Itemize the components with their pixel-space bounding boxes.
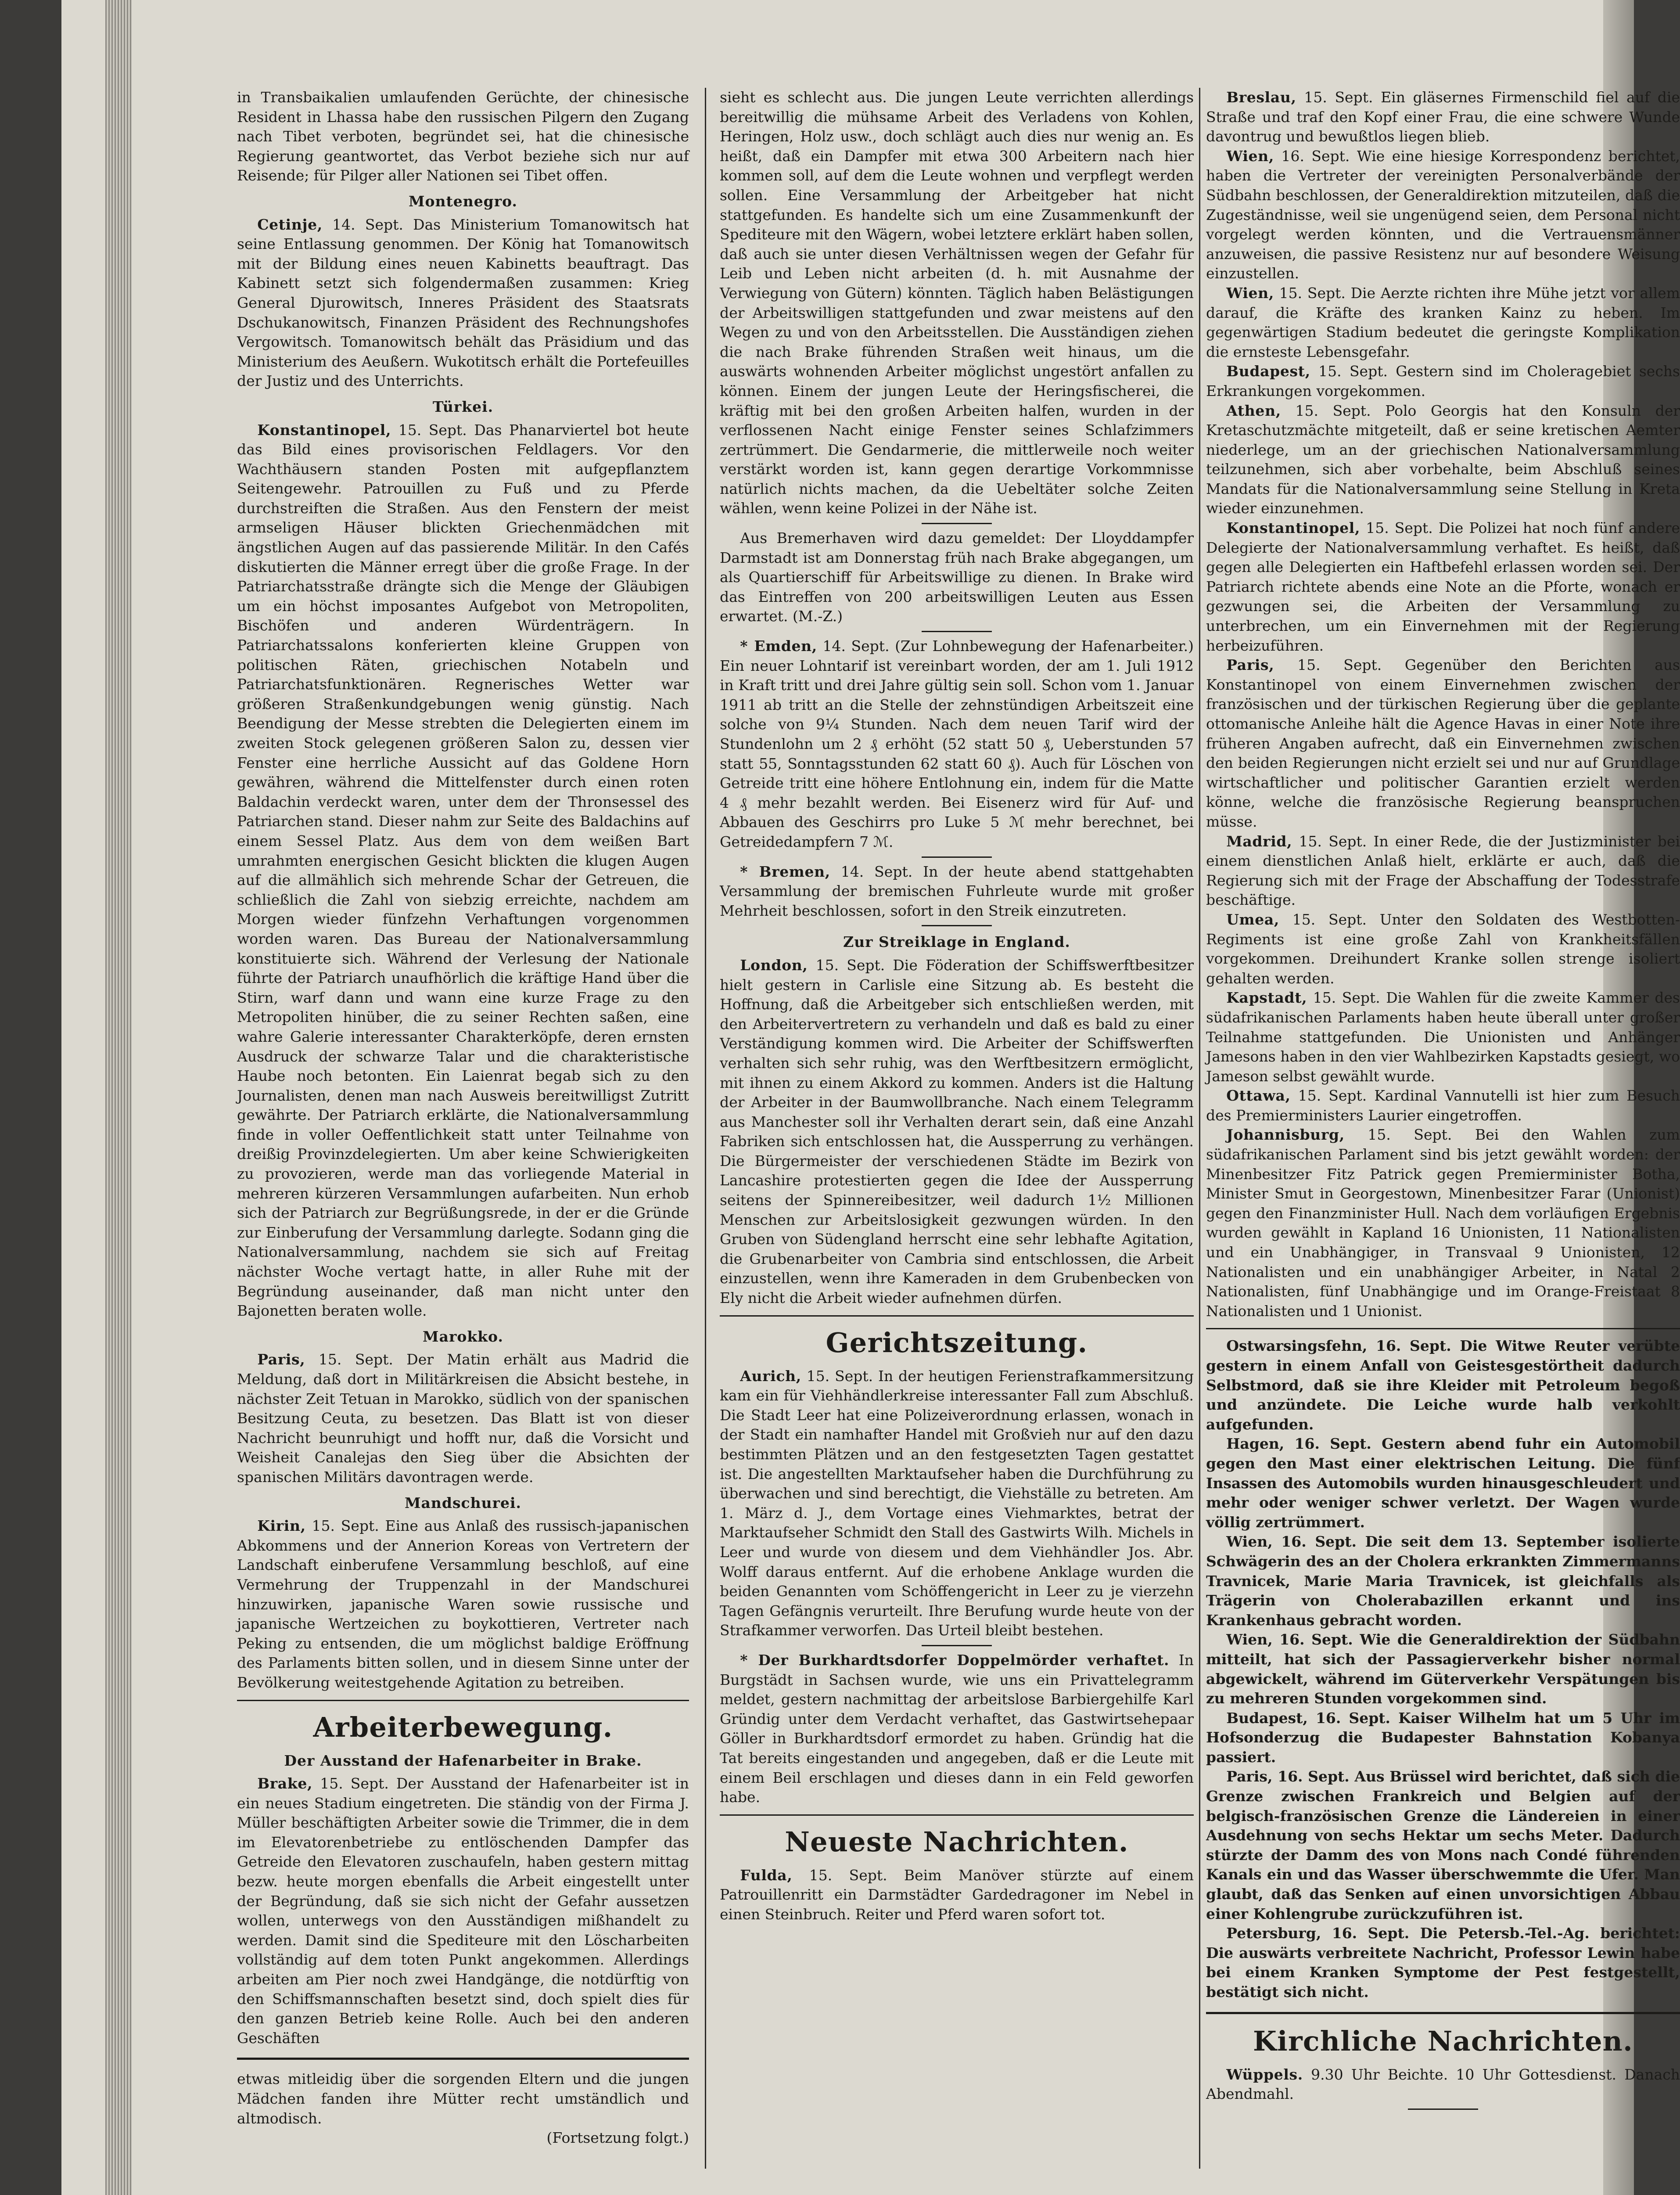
column-divider	[1199, 88, 1200, 2169]
dateline: Konstantinopel,	[1226, 519, 1361, 537]
section-heading-arbeiterbewegung: Arbeiterbewegung.	[313, 1711, 613, 1743]
subheading-marokko: Marokko.	[423, 1328, 503, 1345]
divider	[720, 1814, 1194, 1816]
article-wien	[1206, 147, 1680, 284]
divider	[922, 523, 992, 524]
divider	[922, 631, 992, 632]
article-text: 15. Sept. Gegenüber den Berichten aus Konstantinopel von einem Einvernehmen zwischen der französischen und der türkischen Regierung über die geplante ottomanische Anleihe hält die Agence Havas in einer Note ihre früheren Angaben aufrecht, daß ein Einvernehmen zwischen den beiden Regierungen nicht erzielt sei und nur auf Grundlage wirtschaftlicher und politischer Garantien erzielt werden könne, welche die französische Regierung beanspruchen müsse.	[1206, 656, 1680, 830]
article-text: Aus Bremerhaven wird dazu gemeldet: Der Lloyddampfer Darmstadt ist am Donnerstag früh nach Brake abgegangen, um als Quartierschiff für Arbeitswillige zu dienen. In Brake wird das Eintreffen von 200 arbeitswilligen Leuten aus Essen erwartet.	[720, 529, 1194, 625]
article-text: 15. Sept. Bei den Wahlen zum südafrikanischen Parlament sind bis jetzt gewählt worden: der Minenbesitzer Fitz Patrick gegen Premierminister Botha, Minister Smut in Georgestown, Minenbesitzer Farar (Unionist) gegen den Finanzminister Hull. Nach dem vorläufigen Ergebnis wurden gewählt in Kapland 16 Unionisten, 11 Nationalisten und ein Unabhängiger, in Transvaal 9 Unionisten, 12 Nationalisten und ein unabhängiger Arbeiter, in Natal 2 Nationalisten, fünf Unabhängige und im Orange-Freistaat 8 Nationalisten und 1 Unionist.	[1206, 1126, 1680, 1320]
article-text: 16. Sept. Wie eine hiesige Korrespondenz berichtet, haben die Vertreter der vereinigten Personalverbände der Südbahn beschlossen, der Generaldirektion mitzuteilen, daß die Zugeständnisse, weil sie ungenügend seien, dem Personal nicht vorgelegt werden könnten, und die Vertrauensmänner anzuweisen, die passive Resistenz nur auf besondere Weisung einzustellen.	[1206, 147, 1680, 282]
column-1	[237, 88, 689, 2148]
dateline: Paris,	[257, 1351, 305, 1368]
article-text: 15. Sept. Der Matin erhält aus Madrid die Meldung, daß dort in Militärkreisen die Absicht bestehe, in nächster Zeit Tetuan in Marokko, südlich von der spanischen Besitzung Ceuta, zu besetzen. Das Blatt ist von dieser Nachricht beunruhigt und hofft nur, daß die Vorsicht und Weisheit Canalejas den Sieg über die Absichten der spanischen Militärs davontragen werde.	[237, 1351, 689, 1486]
divider	[237, 1700, 689, 1701]
latest-news-item: Paris, 16. Sept. Aus Brüssel wird berichtet, daß sich die Grenze zwischen Frankreich und Belgien auf der belgisch-französischen Grenze die Ländereien in einer Ausdehnung von sechs Hektar um sechs Meter. Dadurch stürzte der Damm des von Mons nach Condé führenden Kanals ein und das Wasser überschwemmte die Ufer. Man glaubt, daß das Senken auf einen unvorsichtigen Abbau einer Kohlengrube zurückzuführen ist.	[1206, 1768, 1680, 1922]
divider	[1408, 2109, 1478, 2110]
article-text: 15. Sept. Eine aus Anlaß des russisch-japanischen Abkommens und der Annerion Koreas von Vertretern der Landschaft einberufene Versammlung beschloß, auf eine Vermehrung der Truppenzahl in der Mandschurei hinzuwirken, japanische Waren sowie russische und japanische Wertzeichen zu boykottieren, Vertreter nach Peking zu entsenden, die um möglichst baldige Eröffnung des Parlaments bitten sollen, und in diesem Sinne unter der Bevölkerung weitestgehende Agitation zu betreiben.	[237, 1517, 689, 1691]
article-text: in Transbaikalien umlaufenden Gerüchte, der chinesische Resident in Lhassa habe den russischen Pilgern den Zugang nach Tibet verboten, begründet sei, hat die chinesische Regierung geantwortet, das Verbot beziehe sich nur auf Reisende; für Pilger aller Nationen sei Tibet offen.	[237, 89, 689, 184]
article-madrid	[1206, 832, 1680, 910]
article-text: 15. Sept. Kardinal Vannutelli ist hier zum Besuch des Premierministers Laurier eingetroffen.	[1206, 1087, 1680, 1124]
section-heading-kirchliche: Kirchliche Nachrichten.	[1253, 2025, 1633, 2057]
article-text: 9.30 Uhr Beichte. 10 Uhr Gottesdienst. Danach Abendmahl.	[1206, 2065, 1680, 2103]
article-cetinje	[237, 215, 689, 391]
article-emden	[720, 637, 1194, 852]
article-text: 15. Sept. Die Wahlen für die zweite Kammer des südafrikanischen Parlaments haben heute überall unter großer Teilnahme stattgefunden. Die Unionisten und Anhänger Jamesons haben in den vier Wahlbezirken Kapstadts gesiegt, wo Jameson selbst gewählt wurde.	[1206, 989, 1680, 1085]
article-konstantinopel	[1206, 518, 1680, 655]
article-konstantinopel	[237, 421, 689, 1321]
article-text: 15. Sept. Die Aerzte richten ihre Mühe jetzt vor allem darauf, die Kräfte des kranken Kainz zu heben. Im gegenwärtigen Stadium bedeutet die geringste Komplikation die ernsteste Lebensgefahr.	[1206, 284, 1680, 360]
dateline: Wüppels.	[1226, 2065, 1303, 2083]
article-fulda	[720, 1866, 1194, 1925]
latest-news-item: Wien, 16. Sept. Die seit dem 13. September isolierte Schwägerin des an der Cholera erkrankten Zimmermanns Travnicek, Marie Maria Travnicek, ist gleichfalls als Trägerin von Cholerabazillen erkannt und ins Krankenhaus gebracht worden.	[1206, 1533, 1680, 1629]
subheading-ausstand: Der Ausstand der Hafenarbeiter in Brake.	[284, 1752, 642, 1769]
dateline: Paris,	[1226, 656, 1274, 674]
subheading-england: Zur Streiklage in England.	[843, 933, 1070, 951]
article-text: 14. Sept. In der heute abend stattgehabten Versammlung der bremischen Fuhrleute wurde mit großer Mehrheit beschlossen, sofort in den Streik einzutreten.	[720, 863, 1194, 919]
divider	[1206, 2012, 1680, 2014]
article-text: 15. Sept. Beim Manöver stürzte auf einem Patrouillenritt ein Darmstädter Gardedragoner im Nebel in einen Steinbruch. Reiter und Pferd waren sofort tot.	[720, 1866, 1194, 1923]
article-wien	[1206, 284, 1680, 362]
divider	[720, 1315, 1194, 1317]
article-text: 15. Sept. Unter den Soldaten des Westbotten-Regiments ist eine große Zahl von Krankheitsfällen vorgekommen. Dreihundert Kranke sollen strenge isoliert gehalten werden.	[1206, 910, 1680, 987]
article-burkhardtsdorf	[720, 1651, 1194, 1807]
article-johannisburg	[1206, 1125, 1680, 1321]
dateline: * Bremen,	[740, 863, 830, 880]
latest-news-item: Wien, 16. Sept. Wie die Generaldirektion der Südbahn mitteilt, hat sich der Passagierverkehr bisher normal abgewickelt, während im Güterverkehr Verspätungen bis zu mehreren Stunden vorgekommen sind.	[1206, 1631, 1680, 1707]
article-text: 15. Sept. Ein gläsernes Firmenschild fiel auf die Straße und traf den Kopf einer Frau, die eine schwere Wunde davontrug und bewußtlos liegen blieb.	[1206, 89, 1680, 145]
latest-news-item: Petersburg, 16. Sept. Die Petersb.-Tel.-Ag. berichtet: Die auswärts verbreitete Nachricht, Professor Lewin habe bei einem Kranken Symptome der Pest festgestellt, bestätigt sich nicht.	[1206, 1925, 1680, 2001]
article-paris	[1206, 655, 1680, 831]
column-3	[1206, 88, 1680, 2114]
article-kirin	[237, 1516, 689, 1692]
article-budapest	[1206, 362, 1680, 401]
article-text: 15. Sept. In einer Rede, die der Justizminister bei einem dienstlichen Anlaß hielt, erklärte er auch, daß die Regierung sich mit der Frage der Abschaffung der Todesstrafe beschäftige.	[1206, 832, 1680, 909]
dateline: Ottawa,	[1226, 1087, 1291, 1105]
dateline: Konstantinopel,	[257, 421, 391, 439]
article-text: In Burgstädt in Sachsen wurde, wie uns ein Privattelegramm meldet, gestern nachmittag der arbeitslose Barbiergehilfe Karl Gründig unter dem Verdacht verhaftet, das Gastwirtsehepaar Göller in Burkhardtsdorf ermordet zu haben. Gründig hat die Tat bereits eingestanden und angegeben, daß er die Leute mit einem Beil erschlagen und dieses dann in ein Feld geworfen habe.	[720, 1651, 1194, 1806]
feuilleton-text: etwas mitleidig über die sorgenden Eltern und die jungen Mädchen fanden ihre Mütter recht umständlich und altmodisch.	[237, 2070, 689, 2127]
dateline: Wien,	[1226, 147, 1274, 165]
dateline: * Emden,	[740, 637, 817, 655]
article-text: 15. Sept. Das Phanarviertel bot heute das Bild eines provisorischen Feldlagers. Vor den Wachthäusern standen Posten mit aufgepflanztem Seitengewehr. Patrouillen zu Fuß und zu Pferde durchstreiften die Straßen. Aus den Fenstern der meist armseligen Häuser blickten Griechenmädchen mit ängstlichen Augen auf das passierende Militär. In den Cafés diskutierten die Männer erregt über die große Frage. In der Patriarchatsstraße drängte sich die Menge der Gläubigen um ein höchst imposantes Aufgebot von Metropoliten, Bischöfen und anderen Würdenträgern. In Patriarchatssalons konferierten kleine Gruppen von politischen Räten, griechischen Notabeln und Patriarchatsfunktionären. Regnerisches Wetter war größeren Straßenkundgebungen wenig günstig. Nach Beendigung der Messe strebten die Delegierten einem im zweiten Stock gelegenen größeren Salon zu, dessen vier Fenster eine herrliche Aussicht auf das Goldene Horn gewähren, während die Mittelfenster durch einen roten Baldachin verdeckt waren, unter dem der Thronsessel des Patriarchen stand. Dieser nahm zur Seite des Baldachins auf einem Sessel Platz. Aus dem von dem weißen Bart umrahmten energischen Gesicht blickten die klugen Augen auf die allmählich sich mehrende Schar der Getreuen, die schließlich die Zahl von siebzig erreichte, nachdem am Morgen wieder fünfzehn Verhaftungen vorgenommen worden waren. Das Bureau der Nationalversammlung konstituierte sich. Während der Verlesung der Nationale führte der Patriarch unaufhörlich die kräftige Hand über die Stirn, warf dann und wann eine kurze Frage zu den Metropoliten hinüber, die zu seiner Rechten saßen, eine wahre Galerie interessanter Charakterköpfe, deren ernsten Ausdruck der schwarze Talar und die charakteristische Haube noch betonten. Ein Laienrat begab sich zu den Journalisten, denen man nach Ausweis bereitwilligst Zutritt gewährte. Der Patriarch erklärte, die Nationalversammlung finde in voller Oeffentlichkeit statt unter Teilnahme von dreißig Provinzdelegierten. Um aber keine Schwierigkeiten zu provozieren, werde man das vorliegende Material in mehreren kürzeren Versammlungen aufarbeiten. Nun erhob sich der Patriarch zur Begrüßungsrede, in der er die Gründe zur Einberufung der Versammlung darlegte. Sodann ging die Nationalversammlung, nachdem sie sich auf Freitag nächster Woche vertagt hatte, in aller Ruhe mit der Begründung auseinander, daß man nicht unter den Bajonetten beraten wolle.	[237, 421, 689, 1320]
dateline: Cetinje,	[257, 216, 323, 233]
latest-news-item: Ostwarsingsfehn, 16. Sept. Die Witwe Reuter verübte gestern in einem Anfall von Geistesgestörtheit dadurch Selbstmord, daß sie ihre Kleider mit Petroleum begoß und anzündete. Die Leiche wurde halb verkohlt aufgefunden.	[1206, 1337, 1680, 1433]
section-heading-neueste: Neueste Nachrichten.	[785, 1825, 1129, 1858]
page-stack-edge	[105, 0, 132, 2195]
divider	[922, 856, 992, 858]
section-heading-gerichtszeitung: Gerichtszeitung.	[826, 1326, 1088, 1359]
newspaper-page	[61, 0, 1680, 2195]
latest-news-item: Hagen, 16. Sept. Gestern abend fuhr ein Automobil gegen den Mast einer elektrischen Leitung. Die fünf Insassen des Automobils wurden hinausgeschleudert und mehr oder weniger schwer verletzt. Der Wagen wurde völlig zertrümmert.	[1206, 1435, 1680, 1531]
subheading-tuerkei: Türkei.	[432, 398, 494, 415]
source-signature: (M.-Z.)	[793, 608, 843, 625]
subheading-mandschurei: Mandschurei.	[405, 1494, 521, 1511]
dateline: Umea,	[1226, 910, 1280, 928]
article-text: 15. Sept. Die Föderation der Schiffswerftbesitzer hielt gestern in Carlisle eine Sitzung ab. Es besteht die Hoffnung, daß die Arbeitgeber sich entschließen werden, mit den Arbeitervertretern zu verhandeln und daß es bald zu einer Verständigung kommen wird. Die Arbeiter der Schiffswerften verhalten sich sehr ruhig, was den Werftbesitzern ermöglicht, mit ihnen zu einem Akkord zu kommen. Anders ist die Haltung der Arbeiter in der Baumwollbranche. Nach einem Telegramm aus Manchester soll ihr Verhalten derart sein, daß eine Anzahl Fabriken sich entschlossen hat, die Aussperrung zu verhängen. Die Bürgermeister der verschiedenen Städte im Bezirk von Lancashire protestierten gegen die Idee der Aussperrung seitens der Spinnereibesitzer, weil dadurch 1½ Millionen Menschen zur Arbeitslosigkeit gezwungen würden. In den Gruben von Südengland herrscht eine sehr lebhafte Agitation, die Grubenarbeiter von Cambria sind entschlossen, die Arbeit einzustellen, wenn ihre Kameraden in dem Grubenbecken von Ely nicht die Arbeit wieder aufnehmen dürfen.	[720, 956, 1194, 1307]
article-breslau	[1206, 88, 1680, 147]
article-text: 15. Sept. Polo Georgis hat den Konsuln der Kretaschutzmächte mitgeteilt, daß er seine kretischen Aemter niederlege, um an der griechischen Nationalversammlung teilzunehmen, sich aber vorbehalte, beim Abschluß seines Mandats für die Nationalversammlung seine Stellung in Kreta wieder einzunehmen.	[1206, 402, 1680, 517]
article-ottawa	[1206, 1086, 1680, 1125]
feuilleton-divider	[237, 2058, 689, 2060]
article-bremen	[720, 862, 1194, 921]
article-wueppels	[1206, 2065, 1680, 2104]
dateline: * Der Burkhardtsdorfer Doppelmörder verhaftet.	[740, 1651, 1170, 1669]
article-umea	[1206, 910, 1680, 988]
article-text: 14. Sept. Das Ministerium Tomanowitsch hat seine Entlassung genommen. Der König hat Tomanowitsch mit der Bildung eines neuen Kabinetts beauftragt. Das Kabinett setzt sich folgendermaßen zusammen: Krieg General Djurowitsch, Inneres Präsident des Staatsrats Dschukanowitsch, Finanzen Präsident des Rechnungshofes Vergowitsch. Tomanowitsch behält das Präsidium und das Ministerium des Aeußern. Wukotitsch erhält die Portefeuilles der Justiz und des Unterrichts.	[237, 216, 689, 390]
dateline: Athen,	[1226, 402, 1281, 419]
article-bremerhaven	[720, 529, 1194, 626]
dateline: Breslau,	[1226, 89, 1296, 106]
column-2	[720, 88, 1194, 1924]
dateline: Madrid,	[1226, 832, 1292, 850]
article-text: 15. Sept. Der Ausstand der Hafenarbeiter ist in ein neues Stadium eingetreten. Die ständig von der Firma J. Müller beschäftigten Arbeiter sowie die Trimmer, die in dem im Elevatorenbetriebe zu entlöschenden Dampfer das Getreide den Elevatoren zuschaufeln, haben gestern mittag bezw. heute morgen ebenfalls die Arbeit eingestellt unter der Begründung, daß sie sich nicht der Gefahr aussetzen wollen, unterwegs von den Ausständigen mißhandelt zu werden. Damit sind die Spediteure mit den Löscharbeiten vollständig auf dem toten Punkt angekommen. Allerdings arbeiten am Pier noch zwei Handgänge, die notdürftig von den Schiffsmannschaften besetzt sind, doch spielt dies für den ganzen Betrieb keine Rolle. Auch bei den anderen Geschäften	[237, 1775, 689, 2047]
dateline: Kapstadt,	[1226, 989, 1307, 1007]
dateline: Wien,	[1226, 284, 1274, 302]
article-text: 15. Sept. In der heutigen Ferienstrafkammersitzung kam ein für Viehhändlerkreise interessanter Fall zum Abschluß. Die Stadt Leer hat eine Polizeiverordnung erlassen, wonach in der Stadt ein namhafter Handel mit Großvieh nur auf den dazu bestimmten Plätzen und an den festgesetzten Tagen gestattet ist. Die angestellten Marktaufseher haben die Durchführung zu überwachen und sind berechtigt, die Viehställe zu betreten. Am 1. März d. J., dem Vortage eines Viehmarktes, betrat der Marktaufseher Schmidt den Stall des Gastwirts Wilh. Michels in Leer und wurde von diesem und dem Viehhändler Jos. Abr. Wolff daraus entfernt. Auf die erhobene Anklage wurden die beiden Genannten vom Schöffengericht in Leer zu je vierzehn Tagen Gefängnis verurteilt. Ihre Berufung wurde heute von der Strafkammer verworfen. Das Urteil bleibt bestehen.	[720, 1367, 1194, 1639]
subheading-montenegro: Montenegro.	[408, 192, 518, 210]
article-paris	[237, 1350, 689, 1487]
article-text: 15. Sept. Die Polizei hat noch fünf andere Delegierte der Nationalversammlung verhaftet. Es heißt, daß gegen alle Delegierten ein Haftbefehl erlassen worden sei. Der Patriarch richtete abends eine Note an die Pforte, wonach er gezwungen sei, die Arbeiten der Versammlung zu unterbrechen, um ein Einvernehmen mit der Regierung herbeizuführen.	[1206, 519, 1680, 654]
dateline: Aurich,	[740, 1367, 801, 1385]
article-text: 14. Sept. (Zur Lohnbewegung der Hafenarbeiter.) Ein neuer Lohntarif ist vereinbart worden, der am 1. Juli 1912 in Kraft tritt und drei Jahre gültig sein soll. Schon vom 1. Januar 1911 ab tritt an die Stelle der zehnstündigen Arbeitszeit eine solche von 9¼ Stunden. Nach dem neuen Tarif wird der Stundenlohn um 2 ₰ erhöht (52 statt 50 ₰, Ueberstunden 57 statt 55, Sonntagsstunden 62 statt 60 ₰). Auch für Löschen von Getreide tritt eine höhere Entlohnung ein, indem für die Matte 4 ₰ mehr bezahlt werden. Bei Eisenerz wird für Auf- und Abbauen des Geschirrs pro Luke 5 ℳ mehr berechnet, bei Getreidedampfern 7 ℳ.	[720, 637, 1194, 850]
article-text: 15. Sept. Gestern sind im Choleragebiet sechs Erkrankungen vorgekommen.	[1206, 363, 1680, 399]
dateline: Brake,	[257, 1775, 313, 1792]
divider	[922, 1645, 992, 1646]
article-brake	[237, 1774, 689, 2048]
dateline: Budapest,	[1226, 363, 1310, 380]
article-athen	[1206, 401, 1680, 519]
article-london	[720, 956, 1194, 1308]
article-text: sieht es schlecht aus. Die jungen Leute verrichten allerdings bereitwillig die mühsame Arbeit des Verladens von Kohlen, Heringen, Holz usw., doch schlägt auch dies nur wenig an. Es heißt, daß ein Dampfer mit etwa 300 Arbeitern nach hier kommen soll, auf dem die Leute wohnen und verpflegt werden sollen. Eine Versammlung der Arbeitgeber hat nicht stattgefunden. Es handelte sich um eine Zusammenkunft der Spediteure mit den Wägern, wobei letztere erklärt haben sollen, daß auch sie unter diesen Verhältnissen wegen der Gefahr für Leib und Leben nicht arbeiten (d. h. mit Ausnahme der Verwiegung von Gütern) könnten. Täglich haben Belästigungen der Arbeitswilligen stattgefunden und zwar meistens auf den Wegen zu und von den Arbeitsstellen. Die Ausständigen ziehen die nach Brake führenden Straßen weit hinaus, um die auswärts wohnenden Arbeiter möglichst ungestört anfallen zu können. Einem der jungen Leute der Heringsfischerei, die kräftig mit bei den großen Arbeiten halfen, wurden in der verflossenen Nacht einige Fenster seines Schlafzimmers zertrümmert. Die Gendarmerie, die mittlerweile noch weiter verstärkt worden ist, kann gegen derartige Vorkommnisse natürlich nichts machen, da die Uebeltäter solche Zeiten wählen, wenn keine Polizei in der Nähe ist.	[720, 89, 1194, 517]
dateline: Kirin,	[257, 1517, 306, 1535]
dateline: Fulda,	[740, 1866, 793, 1884]
latest-news-item: Budapest, 16. Sept. Kaiser Wilhelm hat um 5 Uhr im Hofsonderzug die Budapester Bahnstation Kobanya passiert.	[1206, 1709, 1680, 1766]
dateline: Johannisburg,	[1226, 1126, 1345, 1144]
column-divider	[705, 88, 706, 2169]
article-kapstadt	[1206, 988, 1680, 1086]
feuilleton-continued: (Fortsetzung folgt.)	[546, 2129, 689, 2147]
article-aurich	[720, 1367, 1194, 1641]
dateline: London,	[740, 956, 808, 974]
divider	[922, 925, 992, 926]
divider	[1206, 1328, 1680, 1329]
